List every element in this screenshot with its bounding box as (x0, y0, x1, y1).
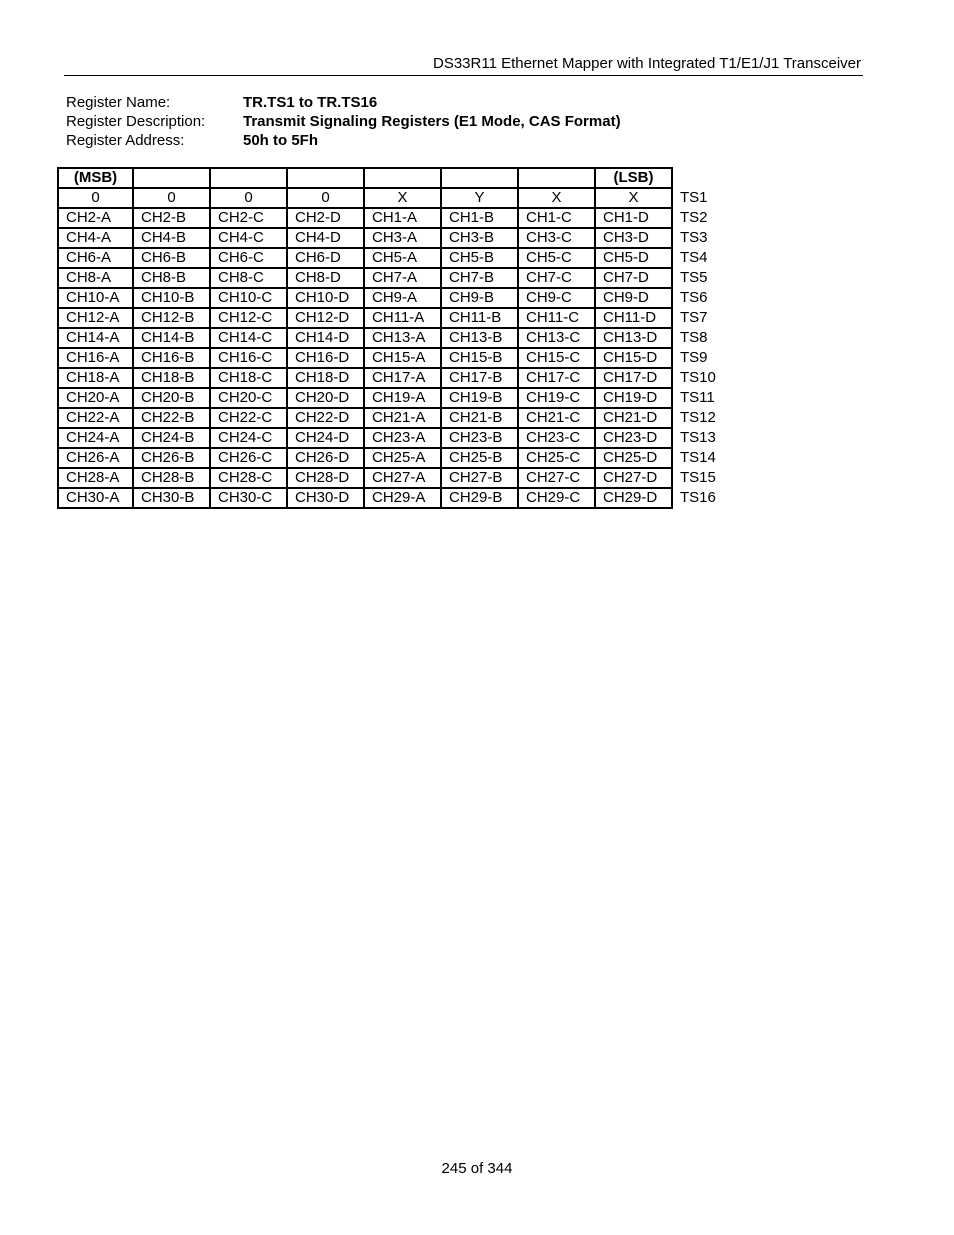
bit-cell: CH27-A (364, 468, 441, 488)
bit-cell: CH13-C (518, 328, 595, 348)
bit-header-cell (441, 168, 518, 188)
table-row (58, 428, 731, 448)
bit-cell: CH4-D (287, 228, 364, 248)
document-header-title: DS33R11 Ethernet Mapper with Integrated T1/E1/J1 Transceiver (432, 55, 861, 72)
bit-cell: CH26-D (287, 448, 364, 468)
bit-cell: CH17-A (364, 368, 441, 388)
bit-cell: CH14-D (287, 328, 364, 348)
bit-cell: CH2-A (58, 208, 133, 228)
bit-cell: CH15-C (518, 348, 595, 368)
timeslot-label: TS6 (680, 289, 708, 306)
table-row (58, 308, 731, 328)
table-row (58, 228, 731, 248)
timeslot-label: TS2 (680, 209, 708, 226)
bit-header-cell (287, 168, 364, 188)
bit-cell: CH22-A (58, 408, 133, 428)
bit-cell: CH20-B (133, 388, 210, 408)
bit-cell: CH23-B (441, 428, 518, 448)
timeslot-label: TS12 (680, 409, 716, 426)
bit-cell: CH15-D (595, 348, 672, 368)
bit-cell: CH23-A (364, 428, 441, 448)
bit-cell: CH16-A (58, 348, 133, 368)
bit-cell: CH30-D (287, 488, 364, 508)
bit-cell: CH3-D (595, 228, 672, 248)
bit-cell: 0 (287, 188, 364, 208)
register-bit-table (57, 167, 732, 509)
table-row (58, 328, 731, 348)
timeslot-label: TS16 (680, 489, 716, 506)
bit-cell: CH18-A (58, 368, 133, 388)
bit-cell: X (364, 188, 441, 208)
bit-cell: CH16-B (133, 348, 210, 368)
bit-cell: CH4-B (133, 228, 210, 248)
bit-cell: CH22-D (287, 408, 364, 428)
bit-header-cell: (LSB) (595, 168, 672, 188)
bit-cell: CH5-B (441, 248, 518, 268)
ts-label-empty (672, 168, 731, 188)
bit-cell: CH7-D (595, 268, 672, 288)
bit-cell: CH13-B (441, 328, 518, 348)
bit-cell: CH28-A (58, 468, 133, 488)
bit-cell: CH2-D (287, 208, 364, 228)
bit-cell: X (518, 188, 595, 208)
bit-cell: CH13-D (595, 328, 672, 348)
bit-cell: CH28-B (133, 468, 210, 488)
bit-cell: CH6-D (287, 248, 364, 268)
bit-cell: CH25-A (364, 448, 441, 468)
timeslot-label: TS1 (680, 189, 708, 206)
bit-header-cell (133, 168, 210, 188)
bit-cell: CH19-D (595, 388, 672, 408)
bit-cell: CH29-C (518, 488, 595, 508)
bit-cell: CH22-B (133, 408, 210, 428)
bit-cell: CH1-C (518, 208, 595, 228)
bit-cell: CH2-B (133, 208, 210, 228)
bit-cell: CH8-D (287, 268, 364, 288)
bit-header-row (58, 168, 731, 188)
bit-cell: CH1-B (441, 208, 518, 228)
bit-cell: CH19-A (364, 388, 441, 408)
timeslot-label: TS13 (680, 429, 716, 446)
bit-cell: CH8-C (210, 268, 287, 288)
bit-cell: CH8-B (133, 268, 210, 288)
table-row (58, 388, 731, 408)
table-row (58, 468, 731, 488)
bit-cell: CH30-B (133, 488, 210, 508)
bit-cell: CH11-D (595, 308, 672, 328)
bit-cell: CH6-B (133, 248, 210, 268)
register-address-label: Register Address: (66, 132, 185, 149)
table-row (58, 248, 731, 268)
register-name-value: TR.TS1 to TR.TS16 (243, 94, 378, 111)
table-row (58, 348, 731, 368)
bit-cell: CH14-A (58, 328, 133, 348)
bit-cell: CH9-B (441, 288, 518, 308)
bit-cell: CH12-C (210, 308, 287, 328)
bit-cell: CH28-D (287, 468, 364, 488)
bit-header-cell: (MSB) (58, 168, 133, 188)
bit-cell: CH4-C (210, 228, 287, 248)
bit-cell: CH2-C (210, 208, 287, 228)
header-divider (64, 75, 863, 76)
bit-cell: CH23-C (518, 428, 595, 448)
table-row (58, 208, 731, 228)
bit-cell: CH4-A (58, 228, 133, 248)
register-name-label: Register Name: (66, 94, 171, 111)
bit-cell: CH28-C (210, 468, 287, 488)
bit-header-cell (518, 168, 595, 188)
bit-cell: CH29-D (595, 488, 672, 508)
timeslot-label: TS7 (680, 309, 708, 326)
bit-header-cell (364, 168, 441, 188)
bit-cell: CH27-D (595, 468, 672, 488)
timeslot-label: TS4 (680, 249, 708, 266)
timeslot-label: TS5 (680, 269, 708, 286)
bit-cell: CH16-C (210, 348, 287, 368)
table-row (58, 488, 731, 508)
bit-cell: CH24-B (133, 428, 210, 448)
bit-cell: 0 (210, 188, 287, 208)
bit-cell: CH15-A (364, 348, 441, 368)
timeslot-label: TS15 (680, 469, 716, 486)
bit-cell: CH24-D (287, 428, 364, 448)
timeslot-label: TS10 (680, 369, 716, 386)
bit-cell: CH11-B (441, 308, 518, 328)
bit-cell: X (595, 188, 672, 208)
bit-cell: CH22-C (210, 408, 287, 428)
table-row (58, 368, 731, 388)
table-row (58, 268, 731, 288)
bit-cell: CH25-C (518, 448, 595, 468)
bit-cell: CH21-C (518, 408, 595, 428)
bit-cell: CH29-A (364, 488, 441, 508)
bit-cell: CH12-A (58, 308, 133, 328)
bit-cell: CH30-C (210, 488, 287, 508)
bit-table-body (58, 168, 731, 508)
bit-cell: CH5-A (364, 248, 441, 268)
bit-cell: CH6-C (210, 248, 287, 268)
table-row (58, 288, 731, 308)
bit-cell: CH12-B (133, 308, 210, 328)
bit-cell: CH1-A (364, 208, 441, 228)
bit-cell: CH20-A (58, 388, 133, 408)
bit-cell: CH10-A (58, 288, 133, 308)
timeslot-label: TS3 (680, 229, 708, 246)
bit-cell: CH9-D (595, 288, 672, 308)
table-row (58, 408, 731, 428)
bit-cell: CH10-C (210, 288, 287, 308)
bit-cell: CH11-C (518, 308, 595, 328)
bit-cell: CH26-C (210, 448, 287, 468)
bit-cell: CH21-D (595, 408, 672, 428)
bit-cell: CH21-A (364, 408, 441, 428)
register-description-label: Register Description: (66, 113, 206, 130)
bit-cell: CH3-C (518, 228, 595, 248)
bit-cell: CH17-B (441, 368, 518, 388)
timeslot-label: TS11 (680, 389, 715, 406)
bit-cell: CH19-C (518, 388, 595, 408)
bit-cell: CH3-A (364, 228, 441, 248)
bit-cell: CH10-D (287, 288, 364, 308)
bit-cell: CH1-D (595, 208, 672, 228)
bit-cell: CH20-C (210, 388, 287, 408)
table-row (58, 448, 731, 468)
bit-cell: CH11-A (364, 308, 441, 328)
bit-cell: CH25-D (595, 448, 672, 468)
bit-cell: CH7-A (364, 268, 441, 288)
register-address-value: 50h to 5Fh (243, 132, 319, 149)
bit-cell: CH24-A (58, 428, 133, 448)
bit-cell: CH9-A (364, 288, 441, 308)
bit-cell: CH5-C (518, 248, 595, 268)
timeslot-label: TS14 (680, 449, 716, 466)
bit-cell: CH12-D (287, 308, 364, 328)
bit-cell: CH7-C (518, 268, 595, 288)
bit-cell: CH21-B (441, 408, 518, 428)
bit-cell: CH26-A (58, 448, 133, 468)
bit-cell: Y (441, 188, 518, 208)
bit-cell: CH18-B (133, 368, 210, 388)
bit-cell: CH17-C (518, 368, 595, 388)
bit-cell: CH18-D (287, 368, 364, 388)
bit-cell: CH30-A (58, 488, 133, 508)
bit-cell: CH14-B (133, 328, 210, 348)
bit-cell: CH27-C (518, 468, 595, 488)
bit-cell: 0 (133, 188, 210, 208)
bit-cell: CH29-B (441, 488, 518, 508)
bit-cell: 0 (58, 188, 133, 208)
bit-cell: CH9-C (518, 288, 595, 308)
bit-cell: CH14-C (210, 328, 287, 348)
bit-cell: CH16-D (287, 348, 364, 368)
bit-cell: CH27-B (441, 468, 518, 488)
table-row (58, 188, 731, 208)
bit-cell: CH15-B (441, 348, 518, 368)
bit-cell: CH3-B (441, 228, 518, 248)
bit-cell: CH13-A (364, 328, 441, 348)
register-description-value: Transmit Signaling Registers (E1 Mode, CAS Format) (243, 113, 621, 130)
timeslot-label: TS9 (680, 349, 708, 366)
bit-cell: CH17-D (595, 368, 672, 388)
bit-cell: CH18-C (210, 368, 287, 388)
bit-cell: CH8-A (58, 268, 133, 288)
bit-cell: CH19-B (441, 388, 518, 408)
bit-cell: CH6-A (58, 248, 133, 268)
bit-cell: CH24-C (210, 428, 287, 448)
bit-header-cell (210, 168, 287, 188)
bit-cell: CH23-D (595, 428, 672, 448)
bit-cell: CH7-B (441, 268, 518, 288)
bit-cell: CH25-B (441, 448, 518, 468)
bit-cell: CH10-B (133, 288, 210, 308)
timeslot-label: TS8 (680, 329, 708, 346)
bit-cell: CH26-B (133, 448, 210, 468)
page-number: 245 of 344 (441, 1160, 513, 1177)
bit-cell: CH5-D (595, 248, 672, 268)
bit-cell: CH20-D (287, 388, 364, 408)
